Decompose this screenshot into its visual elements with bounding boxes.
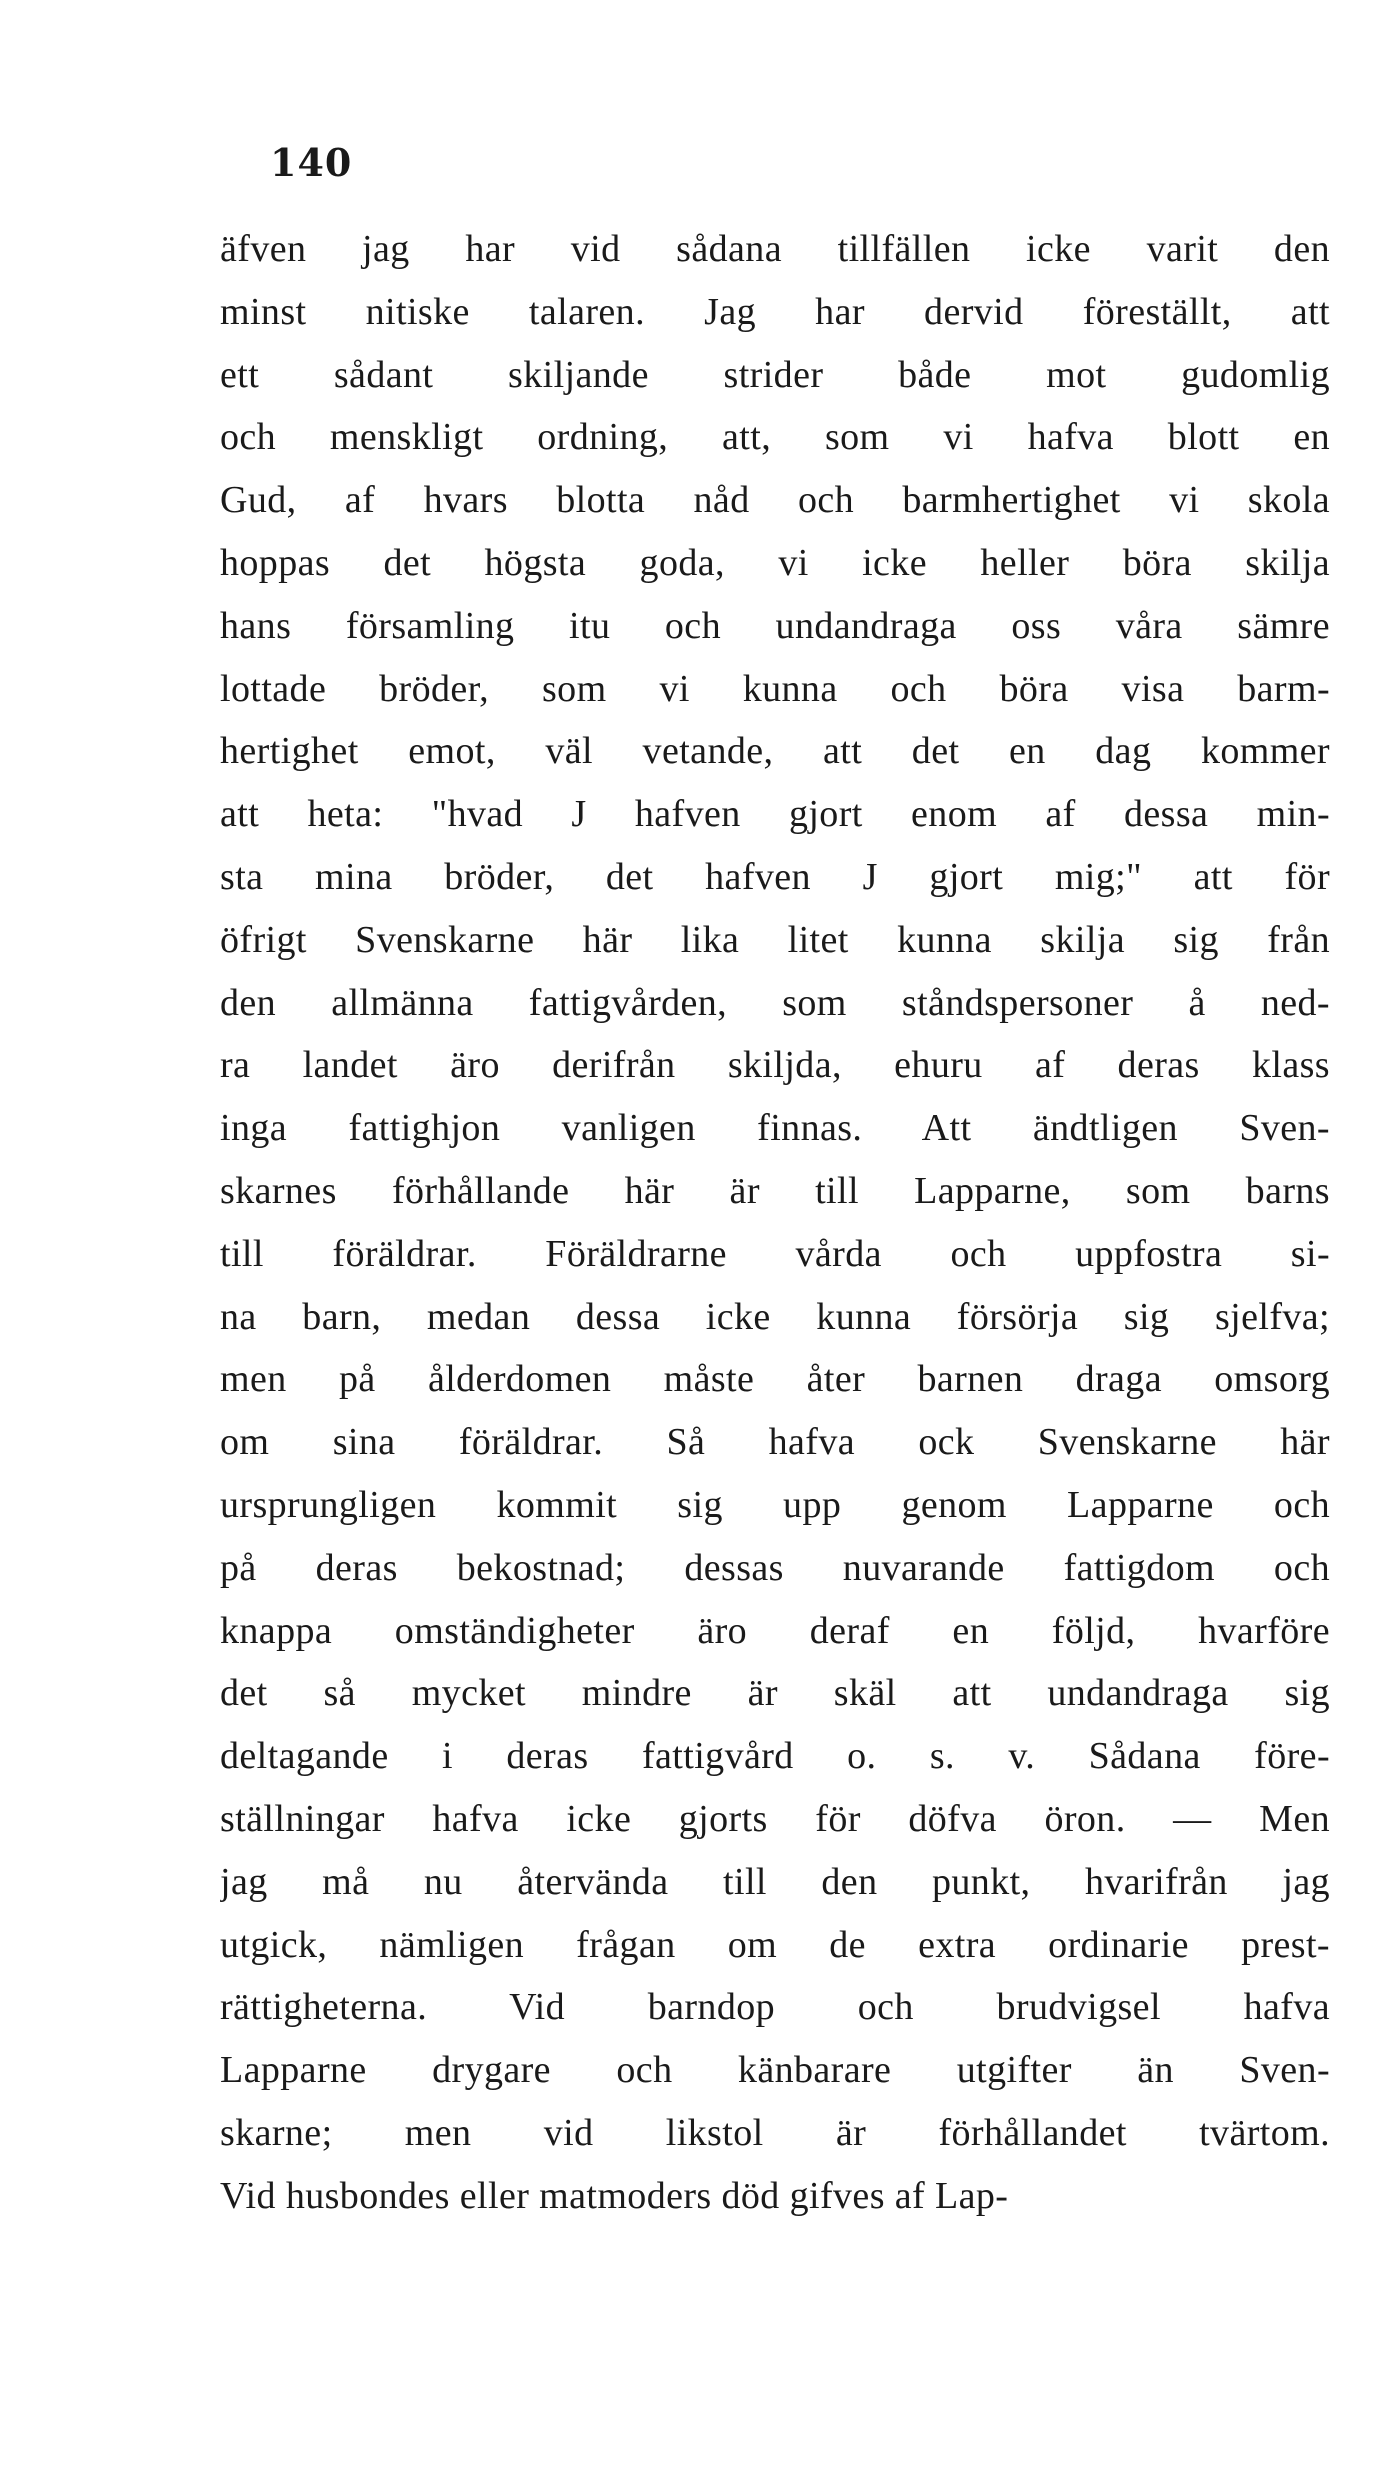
text-line: rättigheterna. Vid barndop och brudvigsel hafva [220, 1986, 1330, 2029]
text-line: sta mina bröder, det hafven J gjort mig;" att för [220, 855, 1330, 898]
text-line: om sina föräldrar. Så hafva ock Svenskarne här [220, 1421, 1330, 1464]
page-number: 140 [270, 140, 353, 185]
text-line: hertighet emot, väl vetande, att det en dag kommer [220, 730, 1330, 773]
text-line: lottade bröder, som vi kunna och böra visa barm- [220, 667, 1330, 710]
text-line: ursprungligen kommit sig upp genom Lapparne och [220, 1483, 1330, 1526]
text-line: inga fattighjon vanligen finnas. Att ändtligen Sven- [220, 1107, 1330, 1150]
text-line: na barn, medan dessa icke kunna försörja sig sjelfva; [220, 1295, 1330, 1338]
text-line: och menskligt ordning, att, som vi hafva blott en [220, 416, 1330, 459]
text-line: hoppas det högsta goda, vi icke heller böra skilja [220, 541, 1330, 584]
text-line: till föräldrar. Föräldrarne vårda och uppfostra si- [220, 1232, 1330, 1275]
text-line: Gud, af hvars blotta nåd och barmhertighet vi skola [220, 479, 1330, 522]
body-text [220, 218, 1330, 2228]
text-line: jag må nu återvända till den punkt, hvarifrån jag [220, 1860, 1330, 1903]
text-line: ra landet äro derifrån skiljda, ehuru af deras klass [220, 1044, 1330, 1087]
text-line: öfrigt Svenskarne här lika litet kunna skilja sig från [220, 918, 1330, 961]
text-line: det så mycket mindre är skäl att undandraga sig [220, 1672, 1330, 1715]
text-line: skarnes förhållande här är till Lapparne, som barns [220, 1169, 1330, 1212]
text-line: att heta: "hvad J hafven gjort enom af dessa min- [220, 793, 1330, 836]
text-line: den allmänna fattigvården, som ståndspersoner å ned- [220, 981, 1330, 1024]
text-line: deltagande i deras fattigvård o. s. v. Sådana före- [220, 1735, 1330, 1778]
text-line: ställningar hafva icke gjorts för döfva öron. — Men [220, 1797, 1330, 1840]
text-line: hans församling itu och undandraga oss våra sämre [220, 604, 1330, 647]
text-line: äfven jag har vid sådana tillfällen icke varit den [220, 228, 1330, 270]
text-line: minst nitiske talaren. Jag har dervid föreställt, att [220, 290, 1330, 333]
text-line: på deras bekostnad; dessas nuvarande fattigdom och [220, 1546, 1330, 1589]
text-line: utgick, nämligen frågan om de extra ordinarie prest- [220, 1923, 1330, 1966]
text-line: Vid husbondes eller matmoders död gifves af Lap- [220, 2174, 1009, 2217]
text-line: Lapparne drygare och känbarare utgifter än Sven- [220, 2049, 1330, 2092]
text-line: skarne; men vid likstol är förhållandet tvärtom. [220, 2111, 1330, 2154]
text-line: men på ålderdomen måste åter barnen draga omsorg [220, 1358, 1330, 1401]
text-line: knappa omständigheter äro deraf en följd, hvarföre [220, 1609, 1330, 1652]
text-line: ett sådant skiljande strider både mot gudomlig [220, 353, 1330, 396]
